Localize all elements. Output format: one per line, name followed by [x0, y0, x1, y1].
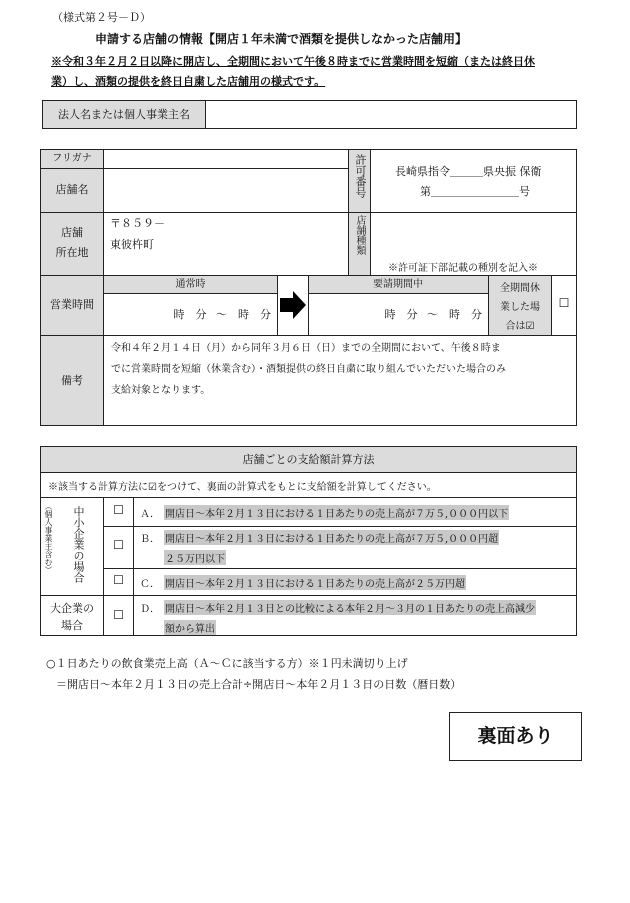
closed-checkbox[interactable]: ☐	[558, 296, 570, 310]
hours-label: 営業時間	[50, 298, 94, 311]
applicant-field[interactable]	[205, 100, 577, 129]
option-a-text: 開店日～本年２月１３日における１日あたりの売上高が７万５,０００円以下	[164, 505, 509, 520]
option-c-text: 開店日～本年２月１３日における１日あたりの売上高が２５万円超	[164, 575, 466, 590]
arrow-right-icon	[279, 290, 307, 320]
large-label-1: 大企業の	[50, 602, 94, 615]
option-d-checkbox[interactable]: ☐	[113, 608, 124, 622]
footer-line-2: ＝開店日～本年２月１３日の売上合計÷開店日～本年２月１３日の日数（暦日数）	[56, 678, 462, 691]
calc-instruction: ※該当する計算方法に☑をつけて、裏面の計算式をもとに支給額を計算してください。	[48, 482, 437, 493]
option-c-checkbox[interactable]: ☐	[113, 573, 124, 587]
large-label-2: 場合	[61, 619, 83, 632]
furigana-label: フリガナ	[52, 153, 92, 164]
form-title: 申請する店舗の情報【開店１年未満で酒類を提供しなかった店舗用】	[95, 32, 468, 46]
furigana-field[interactable]	[104, 150, 348, 168]
option-b-text-2: ２５万円以下	[164, 550, 226, 565]
remarks-line-1: 令和４年２月１４日（月）から同年３月６日（日）までの全期間において、午後８時ま	[111, 343, 501, 354]
normal-hours-field[interactable]: 時 分 ～ 時 分	[173, 308, 271, 321]
closed-line-2: 業した場	[500, 302, 540, 313]
store-type-note: ※許可証下部記載の種別を記入※	[388, 263, 538, 274]
option-a-letter: Ａ．	[140, 509, 160, 520]
permit-line-1: 長崎県指令＿＿＿県央振 保衛	[395, 165, 542, 178]
permit-number-label: 許可番号	[354, 154, 367, 198]
option-d-letter: Ｄ．	[140, 604, 160, 615]
permit-line-2: 第＿＿＿＿＿＿＿＿号	[420, 185, 530, 198]
closed-line-3: 合は☑	[505, 321, 535, 332]
address-label-1: 店舗	[61, 226, 83, 239]
calc-header: 店舗ごとの支給額計算方法	[41, 447, 576, 472]
option-b-checkbox[interactable]: ☐	[113, 538, 124, 552]
option-a-checkbox[interactable]: ☐	[113, 503, 124, 517]
footer-line-1: ○１日あたりの飲食業売上高（Ａ～Ｃに該当する方）※１円未満切り上げ	[46, 657, 408, 670]
applicant-label: 法人名または個人事業主名	[42, 100, 206, 129]
option-d-text: 開店日～本年２月１３日との比較による本年２月～３月の１日あたりの売上高減少	[164, 600, 536, 615]
store-type-label: 店舗種類	[354, 215, 365, 255]
sme-sub-label: （個人事業主含む）	[44, 502, 53, 574]
notice-line-1: ※令和３年２月２日以降に開店し、全期間において午後８時までに営業時間を短縮（または終日休	[51, 55, 535, 68]
address-town[interactable]: 東彼杵町	[110, 238, 154, 251]
remarks-line-3: 支給対象となります。	[111, 385, 211, 396]
remarks-label: 備考	[61, 374, 83, 387]
option-c-letter: Ｃ．	[140, 579, 160, 590]
address-label-2: 所在地	[55, 246, 89, 259]
form-number: （様式第２号－Ｄ）	[52, 11, 151, 24]
remarks-line-2: でに営業時間を短縮（休業含む）・酒類提供の終日自粛に取り組んでいただいた場合のみ	[111, 364, 506, 375]
notice-line-2: 業）し、酒類の提供を終日自粛した店舗用の様式です。	[51, 75, 326, 88]
store-name-field[interactable]	[104, 169, 348, 212]
option-b-letter: Ｂ．	[140, 534, 160, 545]
closed-line-1: 全期間休	[500, 283, 540, 294]
normal-hours-label: 通常時	[104, 276, 277, 293]
back-side-box: 裏面あり	[449, 712, 582, 761]
request-hours-label: 要請期間中	[308, 276, 488, 293]
zip-code[interactable]: 〒８５９－	[110, 217, 165, 230]
option-d-text-2: 額から算出	[164, 620, 216, 635]
request-hours-field[interactable]: 時 分 ～ 時 分	[384, 308, 482, 321]
store-name-label: 店舗名	[55, 183, 89, 196]
sme-label: 中小企業の場合	[72, 506, 85, 583]
option-b-text: 開店日～本年２月１３日における１日あたりの売上高が７万５,０００円超	[164, 530, 499, 545]
